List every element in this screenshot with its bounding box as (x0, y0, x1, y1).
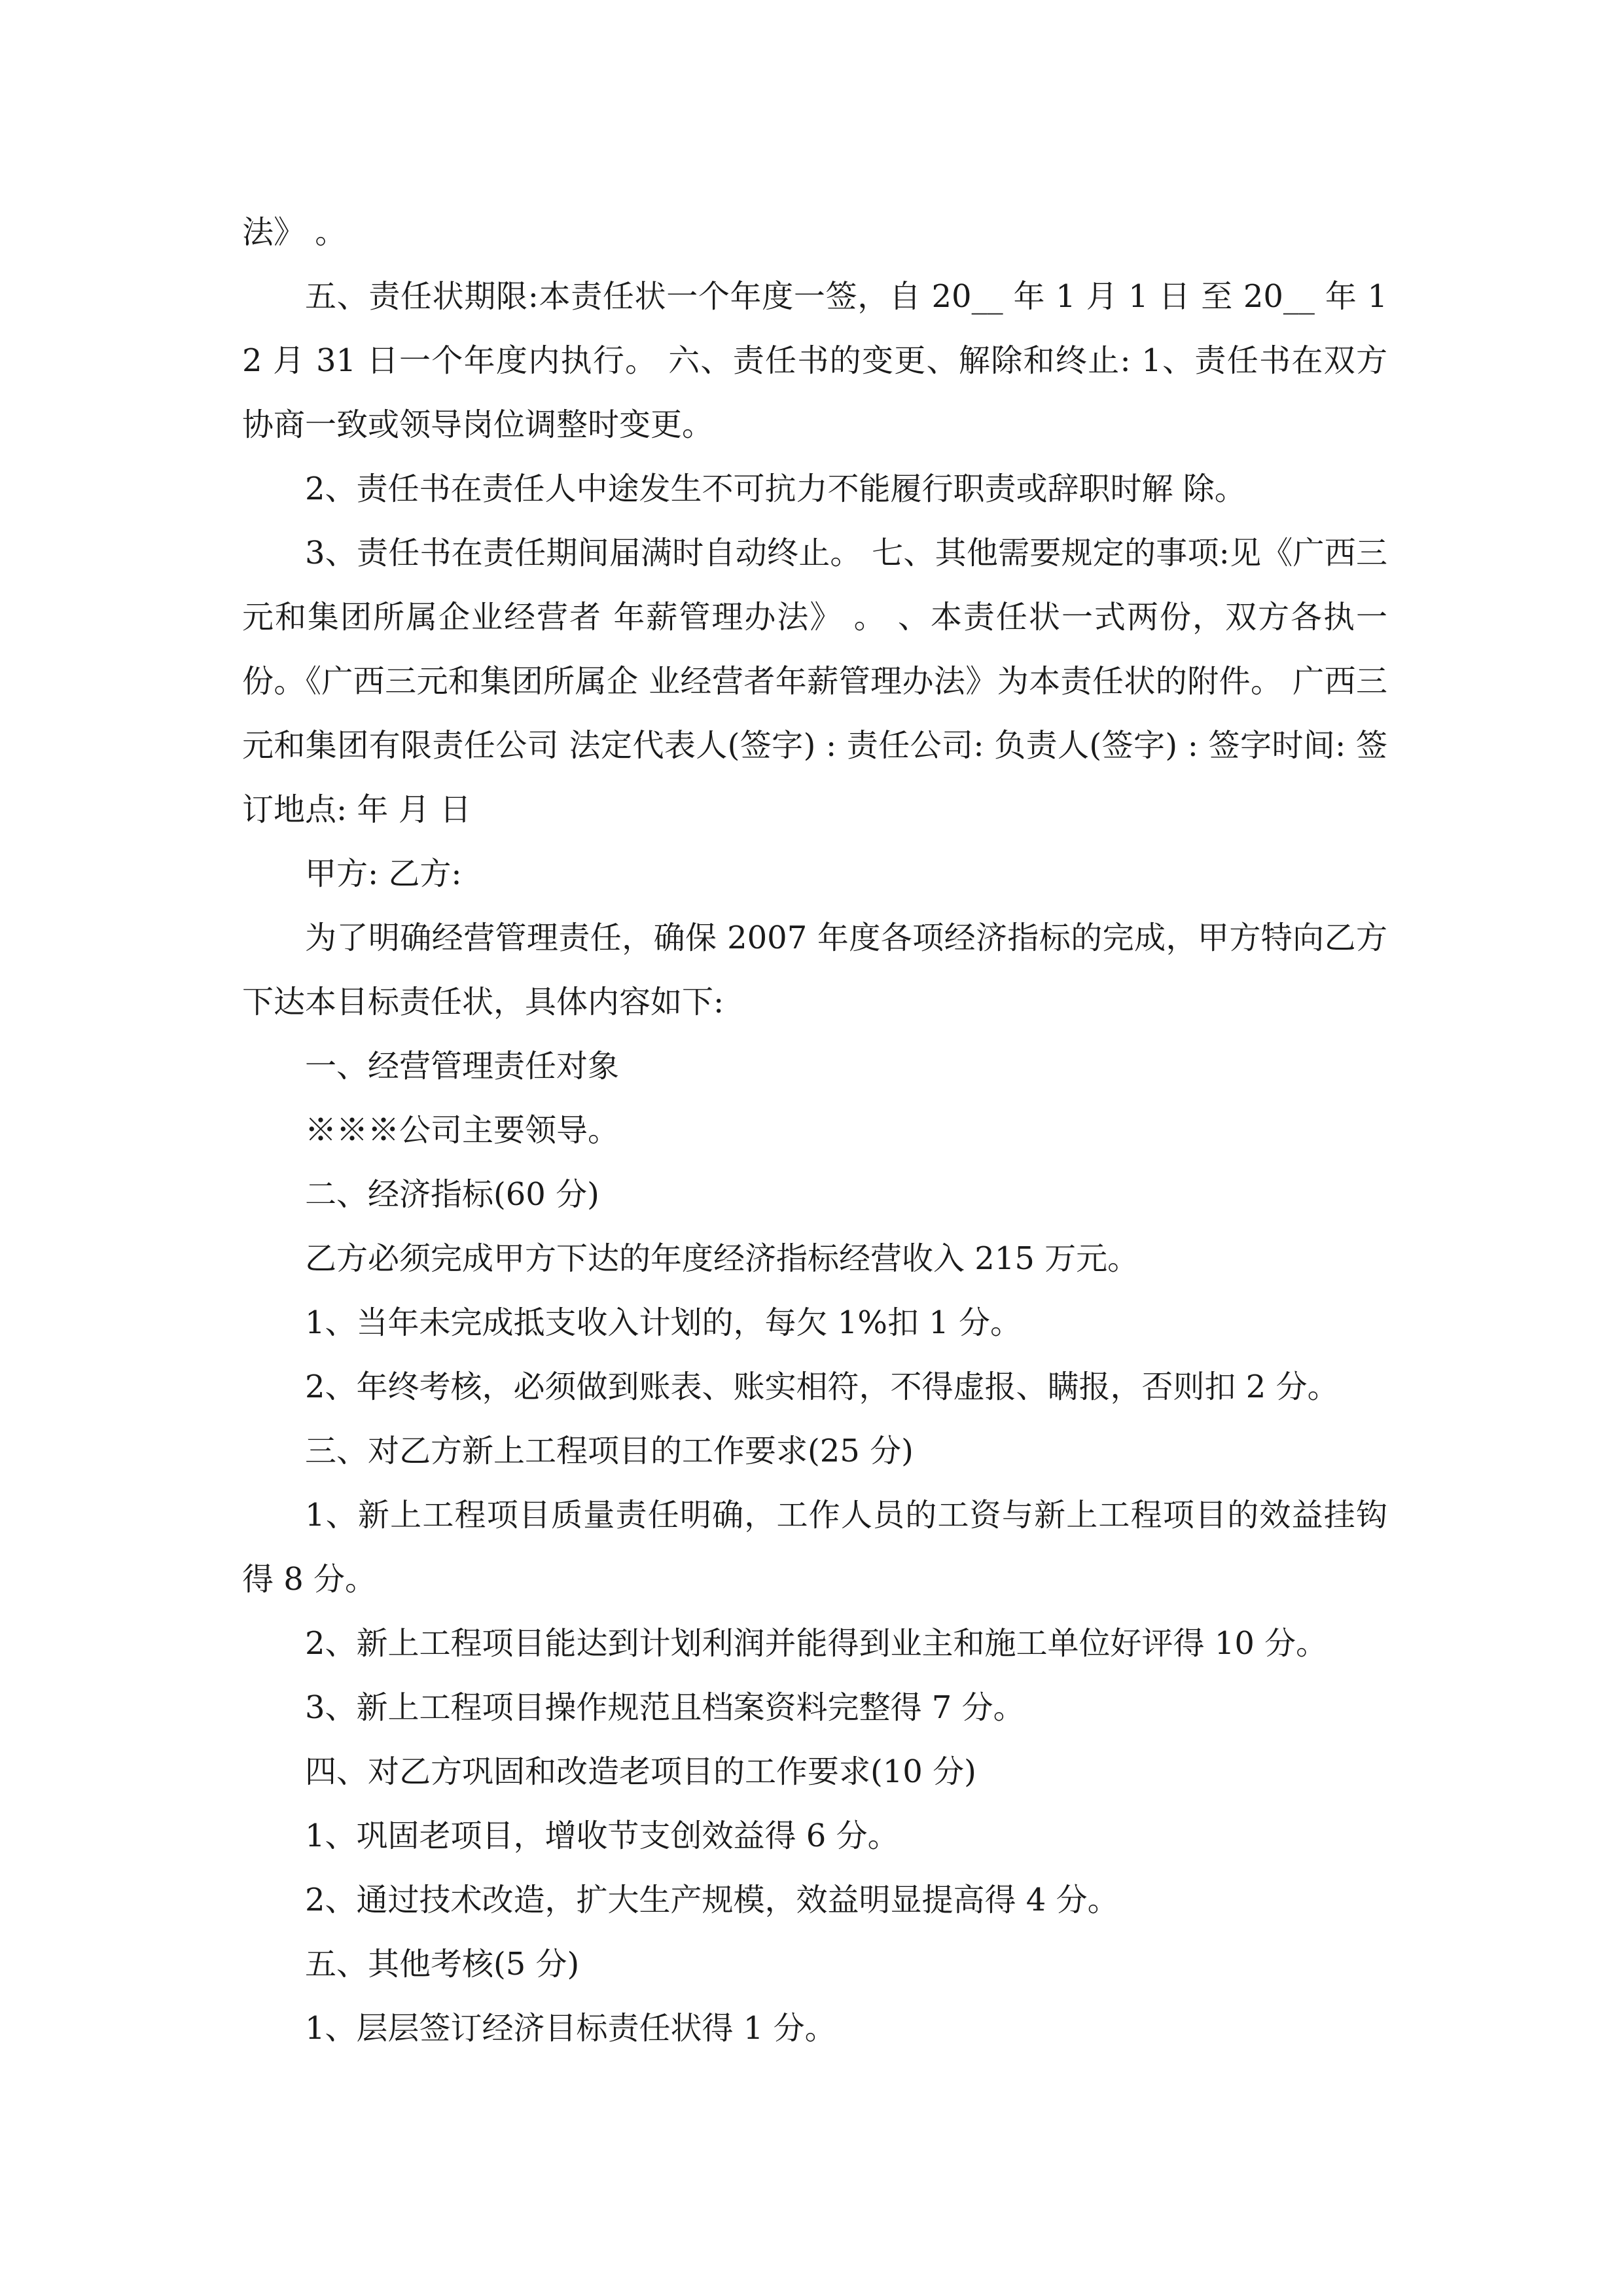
list-item-3-3: 3、新上工程项目操作规范且档案资料完整得 7 分。 (305, 1689, 1025, 1726)
paragraph-purpose: 为了明确经营管理责任，确保 2007 年度各项经济指标的完成，甲方特向乙方下达本目标责任状，具体内容如下: (242, 920, 1387, 1020)
document-body (242, 200, 1387, 2060)
paragraph-responsible-party: ※※※公司主要领导。 (305, 1112, 620, 1149)
section-heading-1: 一、经营管理责任对象 (305, 1048, 620, 1085)
section-heading-5: 五、其他考核(5 分) (305, 1946, 580, 1982)
section-heading-2: 二、经济指标(60 分) (305, 1176, 599, 1213)
list-item-2-2: 2、年终考核，必须做到账表、账实相符，不得虚报、瞒报，否则扣 2 分。 (305, 1369, 1339, 1405)
list-item-3-1: 1、新上工程项目质量责任明确，工作人员的工资与新上工程项目的效益挂钩得 8 分。 (242, 1497, 1387, 1598)
paragraph-continuation: 法》 。 (242, 214, 347, 251)
list-item-3-2: 2、新上工程项目能达到计划利润并能得到业主和施工单位好评得 10 分。 (305, 1625, 1328, 1662)
section-heading-4: 四、对乙方巩固和改造老项目的工作要求(10 分) (305, 1753, 976, 1790)
list-item-4-2: 2、通过技术改造，扩大生产规模，效益明显提高得 4 分。 (305, 1882, 1119, 1918)
list-item-5-1: 1、层层签订经济目标责任状得 1 分。 (305, 2010, 836, 2047)
list-item-2-1: 1、当年未完成抵支收入计划的，每欠 1%扣 1 分。 (305, 1304, 1022, 1341)
paragraph-revenue-target: 乙方必须完成甲方下达的年度经济指标经营收入 215 万元。 (305, 1240, 1139, 1277)
list-item-4-1: 1、巩固老项目，增收节支创效益得 6 分。 (305, 1818, 899, 1854)
paragraph-termination-force-majeure: 2、责任书在责任人中途发生不可抗力不能履行职责或辞职时解 除。 (305, 471, 1246, 507)
section-heading-3: 三、对乙方新上工程项目的工作要求(25 分) (305, 1433, 914, 1469)
paragraph-term-and-changes: 五、责任状期限:本责任状一个年度一签，自 20__ 年 1 月 1 日 至 20__ 年 12 月 31 日一个年度内执行。 六、责任书的变更、解除和终止: 1、责任书在双方协商一致或领导岗位调整时变更。 (242, 278, 1387, 443)
paragraph-parties: 甲方: 乙方: (305, 855, 462, 892)
paragraph-expiry-and-signatures: 3、责任书在责任期间届满时自动终止。 七、其他需要规定的事项:见《广西三元和集团所属企业经营者 年薪管理办法》 。 、本责任状一式两份，双方各执一份。《广西三元和集团所属企 业经营者年薪管理办法》为本责任状的附件。 广西三元和集团有限责任公司 法定代表人(签字) : 责任公司: 负责人(签字) : 签字时间: 签订地点: 年 月 日 (242, 535, 1387, 828)
